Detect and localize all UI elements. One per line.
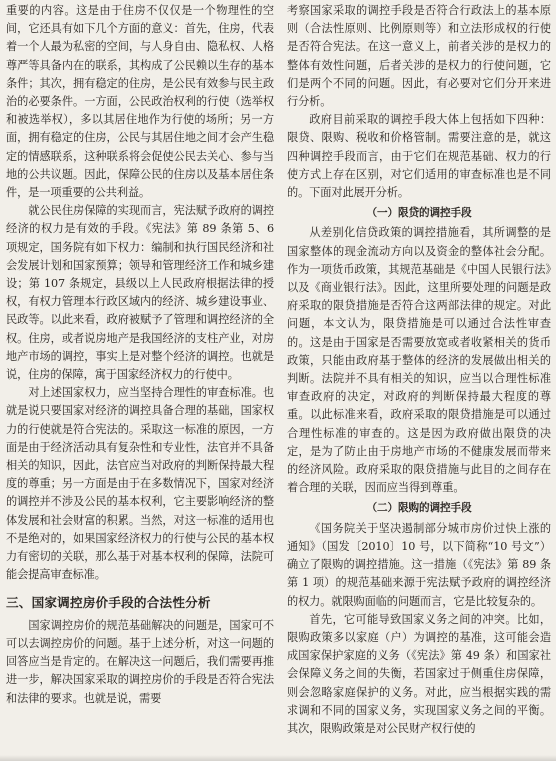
right-paragraph-1: 考察国家采取的调控手段是否符合行政法上的基本原则（合法性原则、比例原则等）和立法形成权的行使是否符合宪法。在这一意义上，前者关涉的是权力的整体有效性问题，后者关涉的是权力的行使问题，它们是两个不同的问题。因此，有必要对它们分开来进行分析。 [287, 4, 551, 109]
section-heading: 三、国家调控房价手段的合法性分析 [6, 594, 211, 610]
right-paragraph-3: 从差别化信贷政策的调控措施看，其所调整的是国家整体的现金流动方向以及资金的整体社会分配。作为一项货币政策，其规范基础是《中国人民银行法》以及《商业银行法》。因此，这里所要处理的问题是政府采取的限贷措施是否符合这两部法律的规定。对此问题，本文认为，限贷措施是可以通过合法性审查的。这是由于国家是否需要放宽或者收紧相关的货币政策，只能由政府基于整体的经济的发展做出相关的判断。法院并不具有相关的知识，应当以合理性标准审查政府的决定，对政府的判断保持最大程度的尊重。以此标准来看，政府采取的限贷措施是可以通过合理性标准的审查的。这是因为政府做出限贷的决定，是为了防止由于房地产市场的不健康发展而带来的经济风险。政府采取的限贷措施与此目的之间存在着合理的关联，因而应当得到尊重。 [287, 226, 551, 495]
right-column [287, 2, 551, 738]
left-column [6, 2, 274, 708]
right-paragraph-4: 《国务院关于坚决遏制部分城市房价过快上涨的通知》（国发〔2010〕10 号，以下简称“10 号文”）确立了限购的调控措施。这一措施（《宪法》第 89 条第 1 项）的规范基础来源于宪法赋予政府的调控经济的权力。就限购面临的问题而言，它是比较复杂的。 [287, 521, 551, 608]
left-paragraph-4: 国家调控房价的规范基础解决的问题是，国家可不可以去调控房价的问题。基于上述分析，对这一问题的回答应当是肯定的。在解决这一问题后，我们需要再推进一步，解决国家采取的调控房价的手段是否符合宪法和法律的要求。也就是说，需要 [6, 618, 274, 705]
right-paragraph-5: 首先，它可能导致国家义务之间的冲突。比如，限购政策多以家庭（户）为调控的基准，这可能会造成国家保护家庭的义务（《宪法》第 49 条）和国家社会保障义务之间的失衡，若国家过于侧重住房保障，则会忽略家庭保护的义务。对此，应当根据实践的需求调和不同的国家义务，实现国家义务之间的平衡。其次，限购政策是对公民财产权行使的 [287, 612, 551, 735]
subsection-heading-loan-restriction: （一）限贷的调控手段 [366, 207, 472, 220]
left-paragraph-2: 就公民住房保障的实现而言，宪法赋予政府的调控经济的权力是有效的手段。《宪法》第 89 条第 5、6 项规定，国务院有如下权力：编制和执行国民经济和社会发展计划和国家预算；领导和管理经济工作和城乡建设；第 107 条规定，县级以上人民政府根据法律的授权，有权力管理本行政区域内的经济、城乡建设事业、民政等。以此来看，政府被赋予了管理和调控经济的全权。住房，或者说房地产是我国经济的支柱产业，对房地产市场的调控，事实上是对整个经济的调控。也就是说，住房的保障，寓于国家经济权力的行使中。 [6, 204, 274, 382]
left-paragraph-1: 重要的内容。这是由于住房不仅仅是一个物理性的空间，它还具有如下几个方面的意义：首先，住房，代表着一个人最为私密的空间，与人身自由、隐私权、人格尊严等具备内在的联系，其构成了公民赖以生存的基本条件；其次，拥有稳定的住房，是公民有效参与民主政治的必要条件。一方面，公民政治权利的行使（选举权和被选举权），多以其居住地作为行使的场所；另一方面，拥有稳定的住房，公民与其居住地之间才会产生稳定的情感联系，这种联系将会促使公民去关心、参与当地的公共议题。因此，保障公民的住房以及基本居住条件，是一项重要的公共利益。 [6, 4, 274, 200]
subsection-heading-purchase-restriction: （二）限购的调控手段 [366, 502, 472, 515]
right-paragraph-2: 政府目前采取的调控手段大体上包括如下四种：限贷、限购、税收和价格管制。需要注意的是，就这四种调控手段而言，由于它们在规范基础、权力的行使方式上存在区别，对它们适用的审查标准也是不同的。下面对此展开分析。 [287, 113, 551, 200]
left-paragraph-3: 对上述国家权力，应当坚持合理性的审查标准。也就是说只要国家对经济的调控具备合理的基础，国家权力的行使就是符合宪法的。采取这一标准的原因，一方面是由于经济活动具有复杂性和专业性，法官并不具备相关的知识，因此，法官应当对政府的判断保持最大程度的尊重；另一方面是由于在多数情况下，国家对经济的调控并不涉及公民的基本权利，它主要影响经济的整体发展和社会财富的积累。当然，对这一标准的适用也不是绝对的，如果国家经济权力的行使与公民的基本权力有密切的关联，那么基于对基本权利的保障，法院可能会提高审查标准。 [6, 386, 274, 582]
page-bottom-shadow [0, 755, 556, 761]
